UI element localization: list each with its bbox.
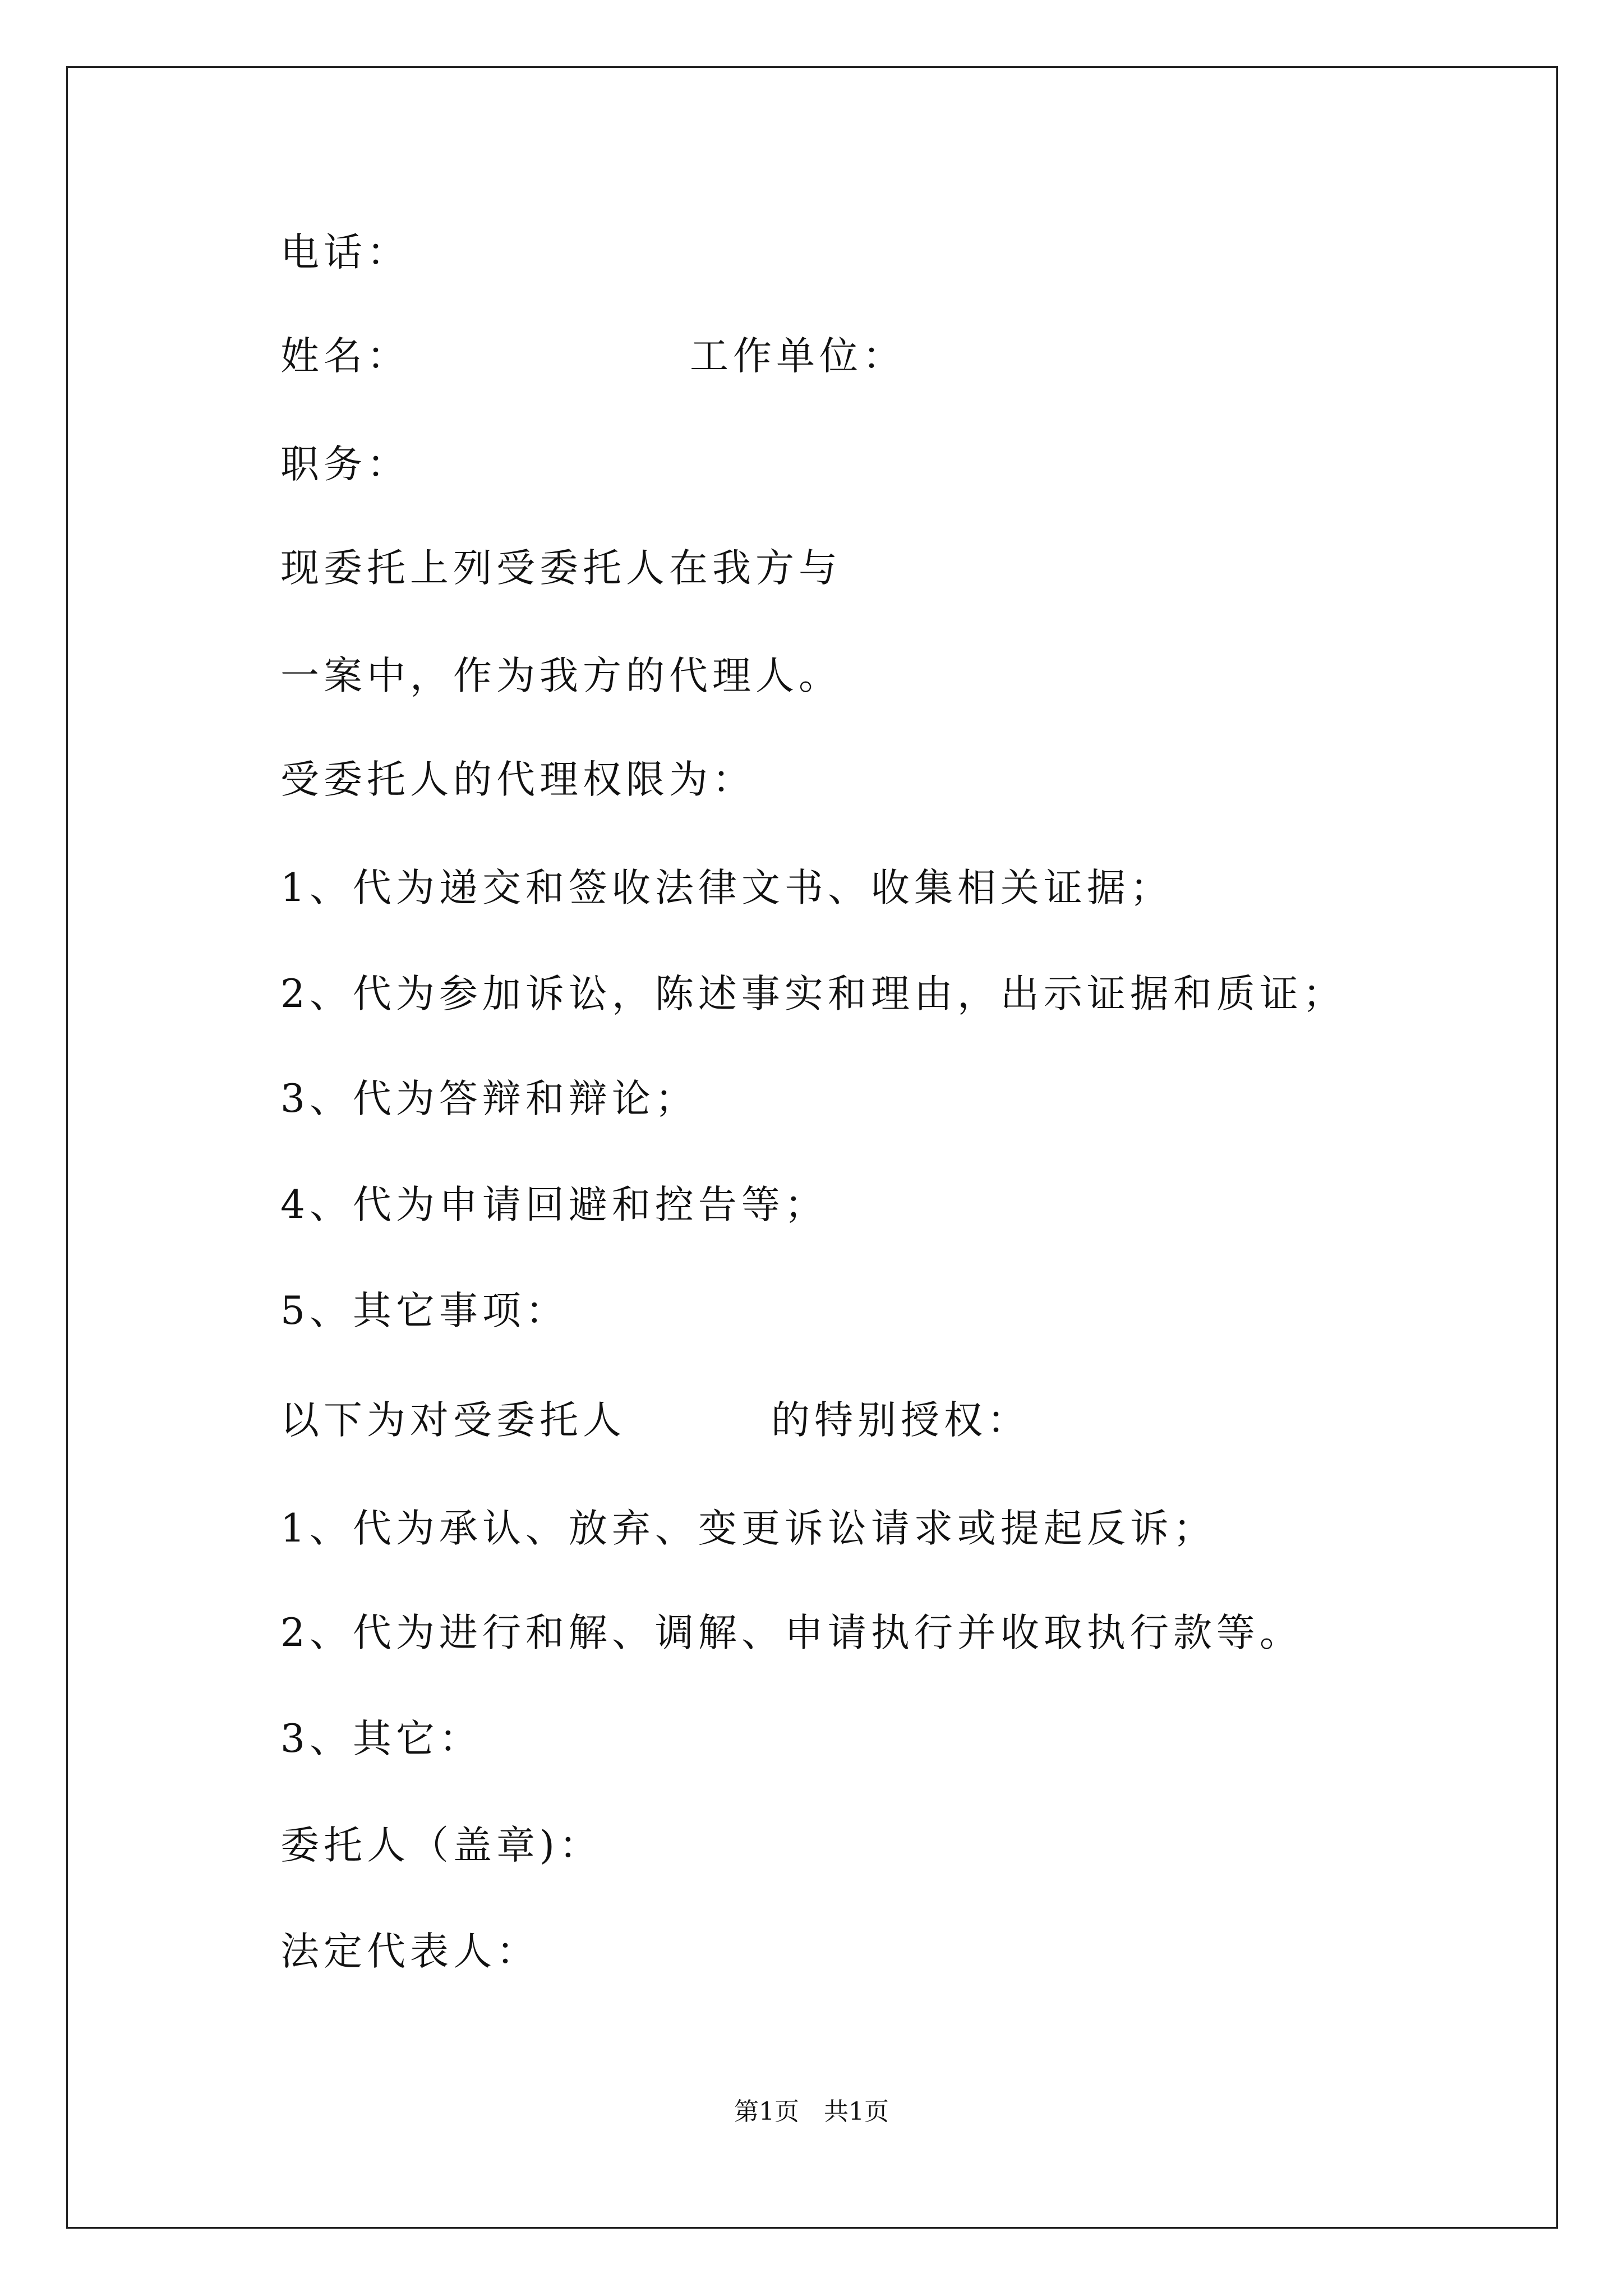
special-auth-item-2: 2、代为进行和解、调解、申请执行并收取执行款等。 xyxy=(280,1611,1303,1655)
case-statement: 一案中，作为我方的代理人。 xyxy=(280,654,842,698)
position-label: 职务： xyxy=(280,442,410,487)
authority-item-5: 5、其它事项： xyxy=(280,1289,569,1333)
authority-item-4: 4、代为申请回避和控告等； xyxy=(280,1182,828,1227)
name-label: 姓名： xyxy=(280,334,410,379)
entrust-statement: 现委托上列受委托人在我方与 xyxy=(280,546,842,591)
authority-item-1: 1、代为递交和签收法律文书、收集相关证据； xyxy=(280,866,1173,910)
special-auth-heading: 以下为对受委托人 xyxy=(280,1398,626,1443)
authority-item-3: 3、代为答辩和辩论； xyxy=(280,1076,698,1121)
special-auth-item-3: 3、其它： xyxy=(280,1717,482,1761)
page-footer: 第1页 共1页 xyxy=(734,2097,889,2126)
work-unit-label: 工作单位： xyxy=(690,334,906,379)
phone-label: 电话： xyxy=(280,230,410,275)
page-border xyxy=(66,66,1558,2229)
legal-representative-label: 法定代表人： xyxy=(280,1929,540,1974)
principal-seal-label: 委托人（盖章)： xyxy=(280,1823,602,1868)
authority-heading: 受委托人的代理权限为： xyxy=(280,757,755,802)
authority-item-2: 2、代为参加诉讼，陈述事实和理由，出示证据和质证； xyxy=(280,972,1346,1016)
special-auth-suffix: 的特别授权： xyxy=(771,1398,1030,1443)
special-auth-item-1: 1、代为承认、放弃、变更诉讼请求或提起反诉； xyxy=(280,1506,1216,1551)
